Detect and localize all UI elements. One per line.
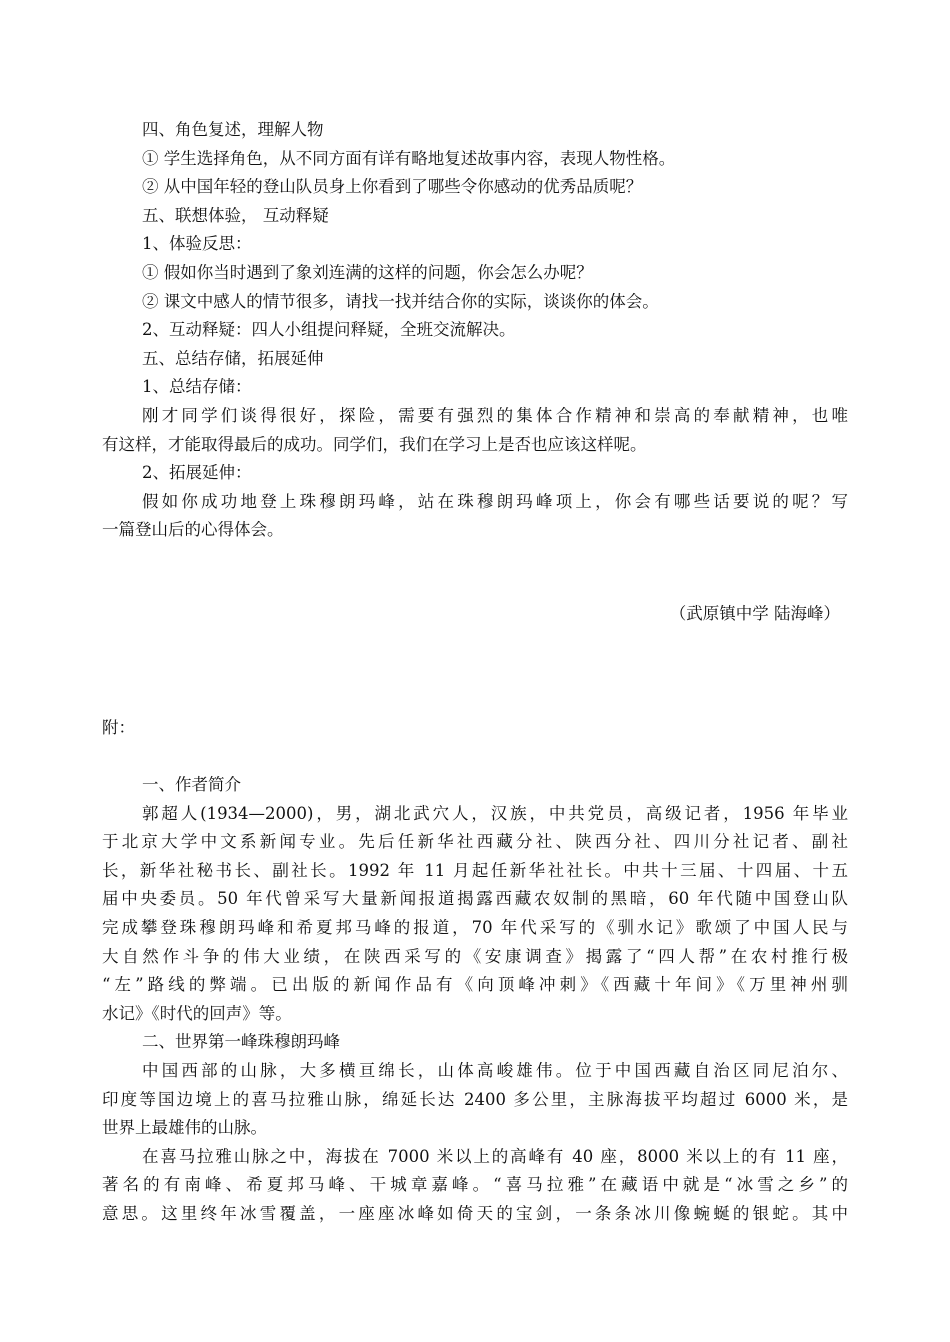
text-line: ① 假如你当时遇到了象刘连满的这样的问题，你会怎么办呢？ — [142, 262, 593, 282]
text-line: ② 课文中感人的情节很多，请找一找并结合你的实际，谈谈你的体会。 — [142, 291, 659, 311]
text-line: 大自然作斗争的伟大业绩，在陕西采写的《安康调查》揭露了“四人帮”在农村推行极 — [102, 946, 848, 966]
text-line: 完成攀登珠穆朗玛峰和希夏邦马峰的报道，70 年代采写的《驯水记》歌颂了中国人民与 — [102, 917, 848, 937]
text-line: ① 学生选择角色，从不同方面有详有略地复述故事内容，表现人物性格。 — [142, 148, 676, 168]
text-line: 印度等国边境上的喜马拉雅山脉，绵延长达 2400 多公里，主脉海拔平均超过 6000 米，是 — [102, 1089, 848, 1109]
text-line: “左”路线的弊端。已出版的新闻作品有《向顶峰冲刺》《西藏十年间》《万里神州驯 — [102, 975, 848, 995]
text-line: 一篇登山后的心得体会。 — [102, 520, 284, 540]
text-line: 五、联想体验， 互动释疑 — [142, 205, 329, 225]
text-line: 四、角色复述，理解人物 — [142, 120, 324, 139]
text-line: 届中央委员。50 年代曾采写大量新闻报道揭露西藏农奴制的黑暗，60 年代随中国登山队 — [102, 889, 848, 909]
appendix-label: 附： — [102, 718, 135, 737]
text-line: 世界上最雄伟的山脉。 — [102, 1118, 267, 1138]
text-line: 中国西部的山脉，大多横亘绵长，山体高峻雄伟。位于中国西藏自治区同尼泊尔、 — [142, 1060, 848, 1080]
text-line: 五、总结存储，拓展延伸 — [142, 348, 324, 368]
text-line: 假如你成功地登上珠穆朗玛峰，站在珠穆朗玛峰项上，你会有哪些话要说的呢？写 — [142, 491, 848, 511]
text-line: 1、总结存储： — [142, 377, 252, 397]
text-line: ② 从中国年轻的登山队员身上你看到了哪些令你感动的优秀品质呢？ — [142, 177, 643, 197]
text-line: 在喜马拉雅山脉之中，海拔在 7000 米以上的高峰有 40 座，8000 米以上的有 11 座， — [142, 1146, 848, 1166]
text-line: 2、拓展延伸： — [142, 463, 252, 483]
text-line: 二、世界第一峰珠穆朗玛峰 — [142, 1032, 340, 1052]
text-line: 著名的有南峰、希夏邦马峰、干城章嘉峰。“喜马拉雅”在藏语中就是“冰雪之乡”的 — [102, 1175, 848, 1195]
lesson-plan-section — [102, 116, 848, 545]
text-line: 有这样，才能取得最后的成功。同学们，我们在学习上是否也应该这样呢。 — [102, 434, 647, 454]
text-line: 一、作者简介 — [142, 775, 241, 794]
text-line: 水记》《时代的回声》等。 — [102, 1003, 292, 1023]
text-line: 刚才同学们谈得很好，探险，需要有强烈的集体合作精神和崇高的奉献精神，也唯 — [142, 405, 848, 425]
appendix-section — [102, 771, 848, 1229]
text-line: 意思。这里终年冰雪覆盖，一座座冰峰如倚天的宝剑，一条条冰川像蜿蜒的银蛇。其中 — [102, 1203, 848, 1223]
text-line: 于北京大学中文系新闻专业。先后任新华社西藏分社、陕西分社、四川分社记者、副社 — [102, 832, 848, 852]
author-signature: （武原镇中学 陆海峰） — [669, 604, 840, 623]
text-line: 1、体验反思： — [142, 234, 252, 254]
text-line: 郭超人(1934—2000)，男，湖北武穴人，汉族，中共党员，高级记者，1956 年毕业 — [142, 803, 848, 823]
text-line: 长，新华社秘书长、副社长。1992 年 11 月起任新华社社长。中共十三届、十四届、十五 — [102, 860, 848, 880]
text-line: 2、互动释疑：四人小组提问释疑，全班交流解决。 — [142, 320, 516, 340]
